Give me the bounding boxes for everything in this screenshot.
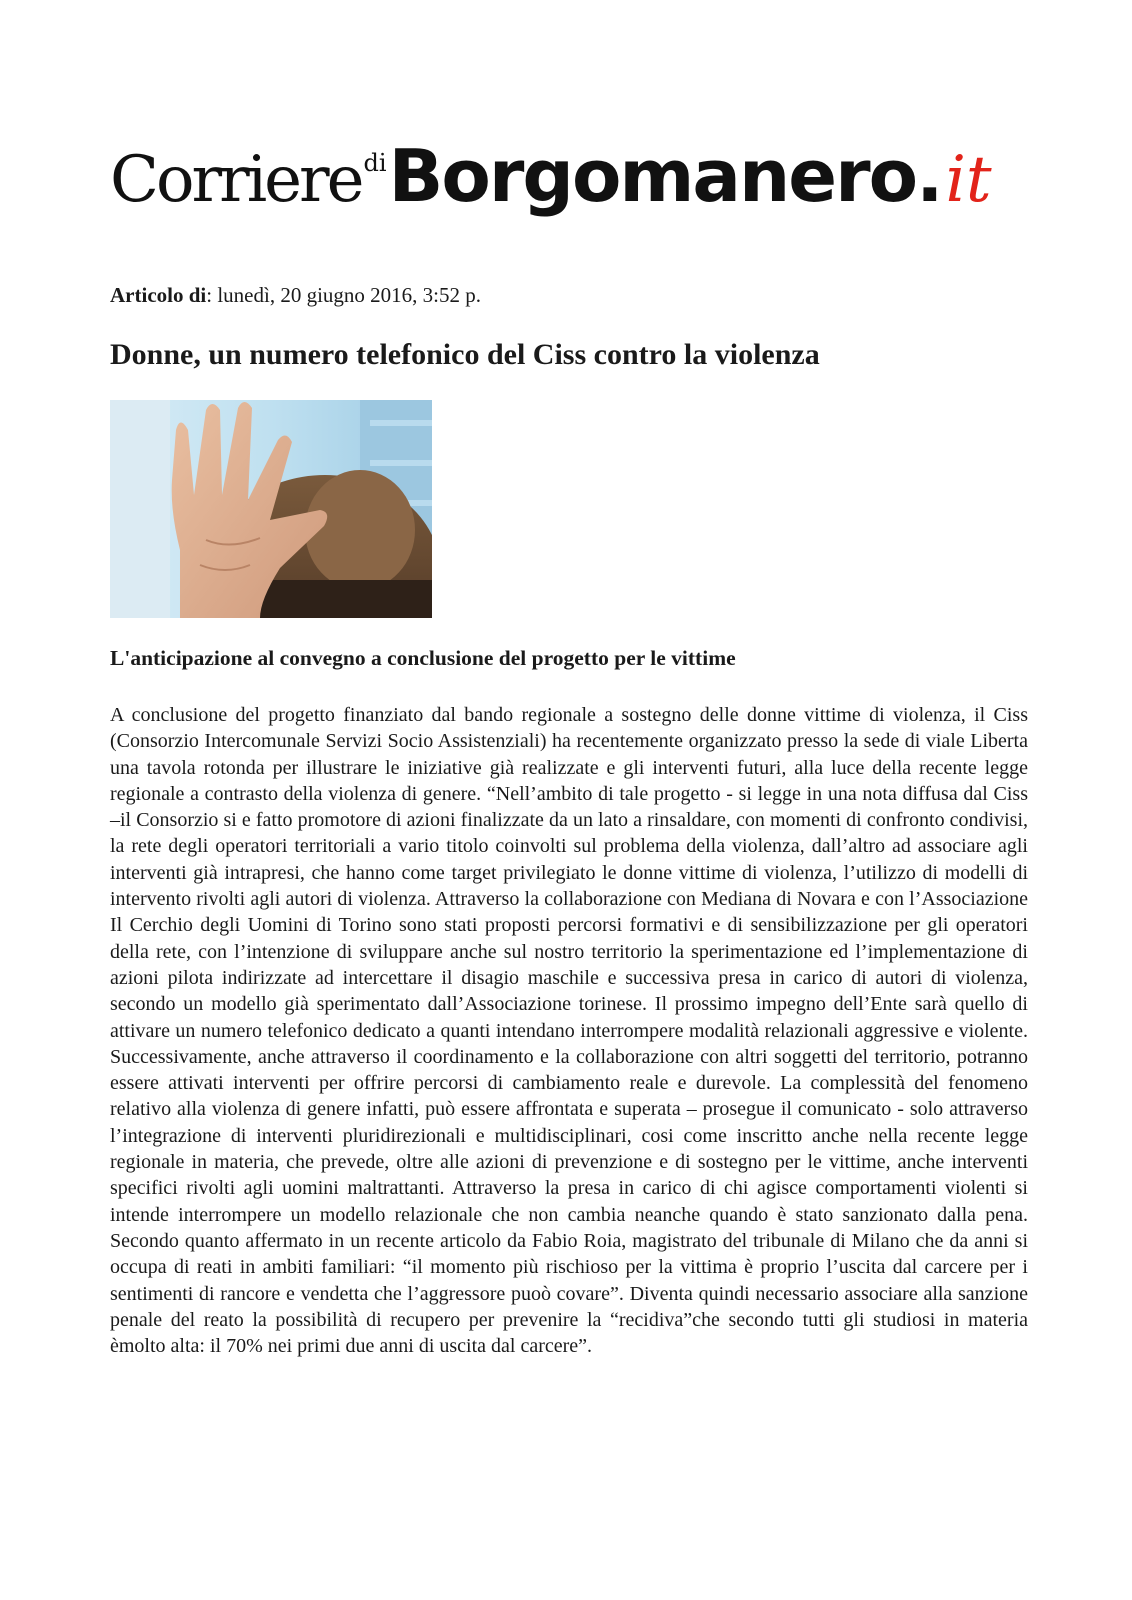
byline-label: Articolo di	[110, 283, 207, 307]
byline-colon: :	[206, 283, 218, 307]
masthead-corriere: Corriere	[110, 143, 362, 217]
hand-photo-illustration	[110, 400, 432, 618]
byline-date: lunedì, 20 giugno 2016, 3:52 p.	[217, 283, 481, 307]
masthead-it: it	[945, 143, 992, 217]
masthead-logo	[110, 134, 992, 250]
article-byline	[110, 283, 481, 308]
article-title: Donne, un numero telefonico del Ciss contro la violenza	[110, 338, 820, 371]
article-subtitle: L'anticipazione al convegno a conclusione del progetto per le vittime	[110, 646, 736, 670]
masthead-dot: .	[916, 134, 944, 218]
article-body: A conclusione del progetto finanziato dal bando regionale a sostegno delle donne vittime di violenza, il Ciss (Consorzio Intercomunale Servizi Socio Assistenziali) ha recentemente organizzato presso la sede di viale Liberta una tavola rotonda per illustrare le iniziative già realizzate e gli interventi futuri, alla luce della recente legge regionale a contrasto della violenza di genere. “Nell’ambito di tale progetto - si legge in una nota diffusa dal Ciss –il Consorzio si e fatto promotore di azioni finalizzate da un lato a rinsaldare, con momenti di confronto condivisi, la rete degli operatori territoriali a vario titolo coinvolti sul problema della violenza, dall’altro ad associare agli interventi già intrapresi, che hanno come target privilegiato le donne vittime di violenza, l’utilizzo di modelli di intervento rivolti agli autori di violenza. Attraverso la collaborazione con Mediana di Novara e con l’Associazione Il Cerchio degli Uomini di Torino sono stati proposti percorsi formativi e di sensibilizzazione per gli operatori della rete, con l’intenzione di sviluppare anche sul nostro territorio la sperimentazione ed l’implementazione di azioni pilota indirizzate ad intercettare il disagio maschile e successiva presa in carico di autori di violenza, secondo un modello già sperimentato dall’Associazione torinese. Il prossimo impegno dell’Ente sarà quello di attivare un numero telefonico dedicato a quanti intendano interrompere modalità relazionali aggressive e violente. Successivamente, anche attraverso il coordinamento e la collaborazione con altri soggetti del territorio, potranno essere attivati interventi per offrire percorsi di cambiamento reale e durevole. La complessità del fenomeno relativo alla violenza di genere infatti, può essere affrontata e superata – prosegue il comunicato - solo attraverso l’integrazione di interventi pluridirezionali e multidisciplinari, cosi come inscritto anche nella recente legge regionale in materia, che prevede, oltre alle azioni di prevenzione e di sostegno per le vittime, anche interventi specifici rivolti agli uomini maltrattanti. Attraverso la presa in carico di chi agisce comportamenti violenti si intende interrompere un modello relazionale che non cambia neanche quando è stato sanzionato dalla pena. Secondo quanto affermato in un recente articolo da Fabio Roia, magistrato del tribunale di Milano che da anni si occupa di reati in ambiti familiari: “il momento più rischioso per la vittima è proprio l’uscita dal carcere per i sentimenti di rancore e vendetta che l’aggressore puoò covare”. Diventa quindi necessario associare alla sanzione penale del reato la possibilità di recupero per prevenire la “recidiva”che secondo tutti gli studiosi in materia èmolto alta: il 70% nei primi due anni di uscita dal carcere”.	[110, 704, 1028, 1358]
masthead-di: di	[363, 149, 387, 177]
article-photo	[110, 400, 432, 618]
masthead-borgomanero: Borgomanero	[388, 134, 917, 218]
